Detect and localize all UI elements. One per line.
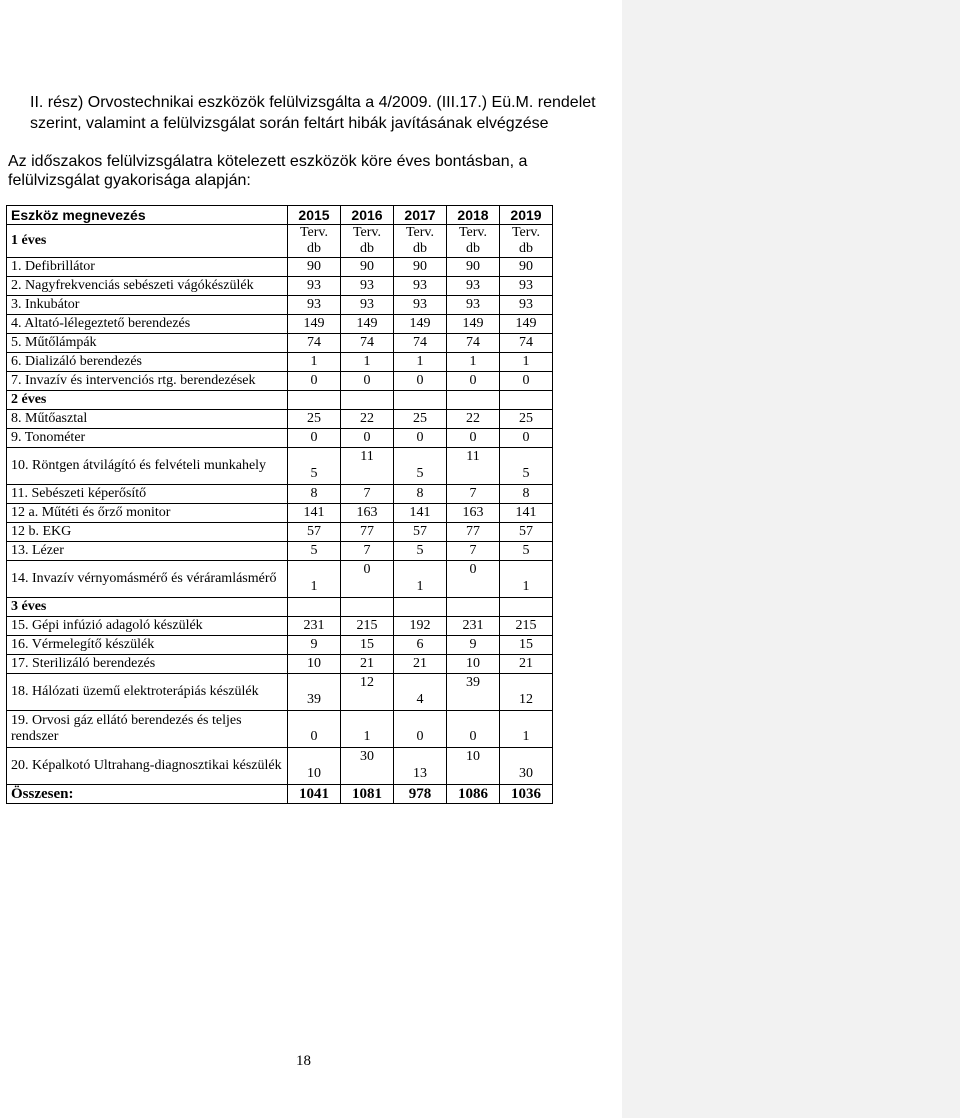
value-wrapper <box>398 448 442 484</box>
device-name: 16. Vérmelegítő készülék <box>7 636 288 655</box>
value-text: 1 <box>310 579 318 594</box>
table-row <box>7 711 553 748</box>
value-cell: 7 <box>341 485 394 504</box>
device-name: 8. Műtőasztal <box>7 410 288 429</box>
value-cell: 93 <box>447 277 500 296</box>
value-wrapper <box>504 748 548 784</box>
unit-cell <box>500 598 553 617</box>
value-cell: 0 <box>288 372 341 391</box>
value-wrapper <box>504 561 548 597</box>
value-cell: 93 <box>447 296 500 315</box>
value-cell: 93 <box>500 277 553 296</box>
device-inspection-table <box>6 205 553 804</box>
table-row <box>7 617 553 636</box>
unit-cell <box>288 225 341 258</box>
device-name: 5. Műtőlámpák <box>7 334 288 353</box>
value-wrapper <box>451 674 495 710</box>
device-name: 12 b. EKG <box>7 523 288 542</box>
table-row <box>7 353 553 372</box>
value-cell: 77 <box>341 523 394 542</box>
value-text: 10 <box>466 749 480 764</box>
value-text: 0 <box>469 729 477 744</box>
value-cell: 10 <box>447 655 500 674</box>
value-wrapper <box>345 674 389 710</box>
value-wrapper <box>451 748 495 784</box>
value-cell: 22 <box>341 410 394 429</box>
unit-label: db <box>519 241 533 256</box>
device-name: 3. Inkubátor <box>7 296 288 315</box>
value-cell: 25 <box>500 410 553 429</box>
value-cell: 77 <box>447 523 500 542</box>
value-text: 30 <box>519 766 533 781</box>
value-wrapper <box>345 561 389 597</box>
value-cell: 74 <box>500 334 553 353</box>
page-number: 18 <box>296 1053 311 1069</box>
device-name: 18. Hálózati üzemű elektroterápiás készülék <box>7 674 288 711</box>
value-cell: 93 <box>394 296 447 315</box>
value-text: 5 <box>310 466 318 481</box>
value-cell: 74 <box>447 334 500 353</box>
value-cell: 8 <box>288 485 341 504</box>
value-text: 0 <box>310 729 318 744</box>
device-name: 2. Nagyfrekvenciás sebészeti vágókészülék <box>7 277 288 296</box>
total-value: 1081 <box>341 785 394 804</box>
table-row <box>7 523 553 542</box>
value-cell <box>288 748 341 785</box>
value-text: 1 <box>522 729 530 744</box>
unit-cell <box>288 598 341 617</box>
value-cell <box>394 448 447 485</box>
value-text: 30 <box>360 749 374 764</box>
value-cell: 215 <box>500 617 553 636</box>
device-name: 6. Dializáló berendezés <box>7 353 288 372</box>
value-wrapper <box>292 674 336 710</box>
unit-label: db <box>360 241 374 256</box>
value-cell <box>447 561 500 598</box>
value-cell <box>341 674 394 711</box>
header-device-name: Eszköz megnevezés <box>7 206 288 225</box>
table-row <box>7 277 553 296</box>
value-wrapper <box>451 561 495 597</box>
value-text: 1 <box>416 579 424 594</box>
value-wrapper <box>398 748 442 784</box>
value-wrapper <box>398 711 442 747</box>
value-cell: 1 <box>447 353 500 372</box>
total-value: 1041 <box>288 785 341 804</box>
device-name: 1. Defibrillátor <box>7 258 288 277</box>
device-name: 17. Sterilizáló berendezés <box>7 655 288 674</box>
value-cell: 231 <box>447 617 500 636</box>
value-cell: 0 <box>447 372 500 391</box>
value-cell: 192 <box>394 617 447 636</box>
value-cell: 9 <box>288 636 341 655</box>
value-cell: 57 <box>394 523 447 542</box>
value-text: 13 <box>413 766 427 781</box>
unit-label: Terv. <box>458 225 488 240</box>
value-cell: 7 <box>447 485 500 504</box>
value-cell: 21 <box>394 655 447 674</box>
table-row <box>7 334 553 353</box>
value-cell <box>500 711 553 748</box>
value-cell: 149 <box>341 315 394 334</box>
value-wrapper <box>292 748 336 784</box>
device-name: 10. Röntgen átvilágító és felvételi munkahely <box>7 448 288 485</box>
unit-label: db <box>307 241 321 256</box>
value-cell: 149 <box>288 315 341 334</box>
value-cell: 6 <box>394 636 447 655</box>
header-year: 2018 <box>447 206 500 225</box>
total-value: 1086 <box>447 785 500 804</box>
value-cell: 7 <box>447 542 500 561</box>
total-label: Összesen: <box>7 785 288 804</box>
value-cell: 74 <box>394 334 447 353</box>
value-cell <box>500 561 553 598</box>
value-cell: 90 <box>288 258 341 277</box>
value-cell <box>447 748 500 785</box>
unit-cell <box>447 598 500 617</box>
device-name: 20. Képalkotó Ultrahang-diagnosztikai készülék <box>7 748 288 785</box>
unit-cell <box>500 391 553 410</box>
value-text: 11 <box>466 449 480 464</box>
table-header-row <box>7 206 553 225</box>
value-wrapper <box>292 448 336 484</box>
unit-cell <box>341 225 394 258</box>
value-cell: 1 <box>341 353 394 372</box>
value-cell <box>447 711 500 748</box>
value-cell: 21 <box>341 655 394 674</box>
value-cell: 0 <box>500 372 553 391</box>
unit-label: Terv. <box>405 225 435 240</box>
table-row <box>7 636 553 655</box>
value-cell: 1 <box>288 353 341 372</box>
value-cell: 21 <box>500 655 553 674</box>
section-label: 2 éves <box>7 391 288 410</box>
value-wrapper <box>504 448 548 484</box>
value-wrapper <box>398 561 442 597</box>
header-year: 2019 <box>500 206 553 225</box>
value-cell: 7 <box>341 542 394 561</box>
table-row <box>7 748 553 785</box>
value-cell: 215 <box>341 617 394 636</box>
value-cell <box>500 674 553 711</box>
value-cell: 0 <box>341 372 394 391</box>
section-row <box>7 598 553 617</box>
section-label: 1 éves <box>7 225 288 258</box>
unit-cell <box>341 598 394 617</box>
unit-label: db <box>413 241 427 256</box>
value-text: 1 <box>363 729 371 744</box>
value-cell: 0 <box>394 372 447 391</box>
unit-label: Terv. <box>299 225 329 240</box>
value-wrapper <box>292 711 336 747</box>
value-text: 11 <box>360 449 374 464</box>
value-cell: 74 <box>341 334 394 353</box>
value-cell: 90 <box>341 258 394 277</box>
value-cell: 15 <box>500 636 553 655</box>
header-year: 2017 <box>394 206 447 225</box>
device-name: 9. Tonométer <box>7 429 288 448</box>
value-cell: 141 <box>394 504 447 523</box>
section-row <box>7 391 553 410</box>
value-cell <box>394 561 447 598</box>
device-name: 13. Lézer <box>7 542 288 561</box>
section-row <box>7 225 553 258</box>
value-cell <box>447 674 500 711</box>
value-cell <box>500 748 553 785</box>
value-cell: 5 <box>288 542 341 561</box>
table-row <box>7 561 553 598</box>
value-cell: 93 <box>288 277 341 296</box>
total-value: 978 <box>394 785 447 804</box>
device-name: 15. Gépi infúzió adagoló készülék <box>7 617 288 636</box>
value-cell: 8 <box>394 485 447 504</box>
table-row <box>7 485 553 504</box>
unit-label: Terv. <box>511 225 541 240</box>
value-cell: 1 <box>500 353 553 372</box>
value-cell: 93 <box>394 277 447 296</box>
value-cell: 163 <box>447 504 500 523</box>
value-cell: 0 <box>394 429 447 448</box>
header-year: 2016 <box>341 206 394 225</box>
value-text: 0 <box>469 562 477 577</box>
table-row <box>7 315 553 334</box>
unit-cell <box>341 391 394 410</box>
value-cell <box>341 561 394 598</box>
value-text: 4 <box>416 692 424 707</box>
value-cell: 25 <box>394 410 447 429</box>
value-wrapper <box>345 711 389 747</box>
unit-label: Terv. <box>352 225 382 240</box>
value-cell: 231 <box>288 617 341 636</box>
value-cell: 90 <box>500 258 553 277</box>
value-text: 5 <box>416 466 424 481</box>
value-cell <box>288 674 341 711</box>
value-wrapper <box>504 674 548 710</box>
table-row <box>7 674 553 711</box>
unit-cell <box>500 225 553 258</box>
value-cell <box>288 711 341 748</box>
value-cell <box>341 711 394 748</box>
value-cell: 25 <box>288 410 341 429</box>
unit-cell <box>288 391 341 410</box>
value-wrapper <box>345 748 389 784</box>
value-cell: 15 <box>341 636 394 655</box>
value-text: 0 <box>363 562 371 577</box>
value-cell: 90 <box>394 258 447 277</box>
table-row <box>7 504 553 523</box>
table-row <box>7 258 553 277</box>
value-cell: 1 <box>394 353 447 372</box>
value-cell: 5 <box>500 542 553 561</box>
device-name: 7. Invazív és intervenciós rtg. berendezések <box>7 372 288 391</box>
comment-sidebar <box>622 0 960 1118</box>
value-cell <box>394 674 447 711</box>
table-row <box>7 296 553 315</box>
unit-cell <box>394 598 447 617</box>
value-cell: 0 <box>500 429 553 448</box>
value-cell: 93 <box>341 277 394 296</box>
value-cell <box>341 448 394 485</box>
device-name: 14. Invazív vérnyomásmérő és véráramlásmérő <box>7 561 288 598</box>
value-cell: 8 <box>500 485 553 504</box>
value-wrapper <box>451 448 495 484</box>
total-row <box>7 785 553 804</box>
table-row <box>7 448 553 485</box>
section-label: 3 éves <box>7 598 288 617</box>
unit-cell <box>394 391 447 410</box>
device-name: 4. Altató-lélegeztető berendezés <box>7 315 288 334</box>
value-cell: 9 <box>447 636 500 655</box>
value-cell: 93 <box>500 296 553 315</box>
value-cell <box>288 448 341 485</box>
device-name: 19. Orvosi gáz ellátó berendezés és teljes rendszer <box>7 711 288 748</box>
value-wrapper <box>345 448 389 484</box>
device-name: 11. Sebészeti képerősítő <box>7 485 288 504</box>
value-text: 10 <box>307 766 321 781</box>
value-text: 5 <box>522 466 530 481</box>
value-cell: 149 <box>394 315 447 334</box>
table-row <box>7 655 553 674</box>
value-text: 0 <box>416 729 424 744</box>
value-cell: 141 <box>288 504 341 523</box>
value-cell: 0 <box>341 429 394 448</box>
value-cell: 149 <box>447 315 500 334</box>
value-cell: 5 <box>394 542 447 561</box>
value-cell: 57 <box>288 523 341 542</box>
value-cell: 90 <box>447 258 500 277</box>
value-cell: 10 <box>288 655 341 674</box>
value-cell: 93 <box>341 296 394 315</box>
unit-label: db <box>466 241 480 256</box>
value-text: 39 <box>307 692 321 707</box>
value-cell <box>341 748 394 785</box>
value-cell: 74 <box>288 334 341 353</box>
value-cell: 93 <box>288 296 341 315</box>
intro-paragraph: Az időszakos felülvizsgálatra kötelezett eszközök köre éves bontásban, a felülvizsgálat gyakorisága alapján: <box>8 153 528 189</box>
value-cell <box>394 711 447 748</box>
device-name: 12 a. Műtéti és őrző monitor <box>7 504 288 523</box>
value-wrapper <box>504 711 548 747</box>
value-cell <box>447 448 500 485</box>
value-cell <box>288 561 341 598</box>
header-year: 2015 <box>288 206 341 225</box>
value-cell: 57 <box>500 523 553 542</box>
table-row <box>7 429 553 448</box>
table-row <box>7 542 553 561</box>
unit-cell <box>447 391 500 410</box>
value-cell <box>500 448 553 485</box>
value-wrapper <box>292 561 336 597</box>
table-row <box>7 410 553 429</box>
value-cell: 22 <box>447 410 500 429</box>
value-wrapper <box>398 674 442 710</box>
section-heading: II. rész) Orvostechnikai eszközök felülvizsgálta a 4/2009. (III.17.) Eü.M. rendelet szerint, valamint a felülvizsgálat során feltárt hibák javításának elvégzése <box>30 94 596 132</box>
value-text: 12 <box>360 675 374 690</box>
value-cell: 0 <box>288 429 341 448</box>
value-cell: 163 <box>341 504 394 523</box>
table-row <box>7 372 553 391</box>
value-text: 39 <box>466 675 480 690</box>
value-cell: 141 <box>500 504 553 523</box>
value-cell: 149 <box>500 315 553 334</box>
value-cell: 0 <box>447 429 500 448</box>
value-text: 1 <box>522 579 530 594</box>
value-text: 12 <box>519 692 533 707</box>
unit-cell <box>447 225 500 258</box>
value-cell <box>394 748 447 785</box>
total-value: 1036 <box>500 785 553 804</box>
value-wrapper <box>451 711 495 747</box>
unit-cell <box>394 225 447 258</box>
